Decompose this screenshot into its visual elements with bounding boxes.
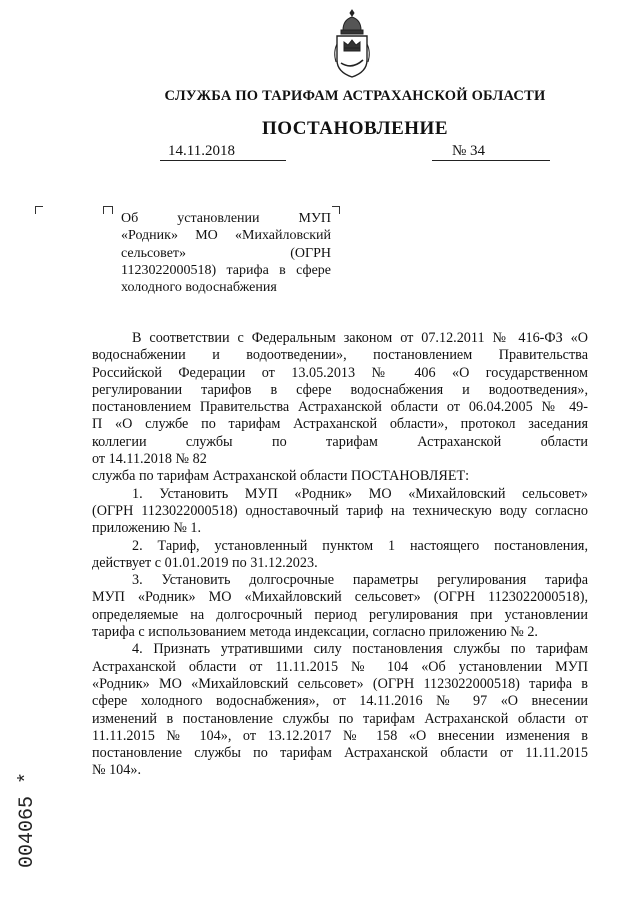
body-line: 2. Тариф, установленный пунктом 1 настоящего постановления,: [132, 537, 588, 554]
subject-line: холодного водоснабжения: [121, 280, 277, 296]
body-line: приложению № 1.: [92, 520, 202, 537]
side-document-id: [10, 740, 40, 870]
body-line: сфере холодного водоснабжения», от 14.11.2016 № 97 «О внесении: [92, 693, 588, 710]
body-line: тарифа с использованием метода индексации, согласно приложению № 2.: [92, 624, 538, 641]
body-line: 3. Установить долгосрочные параметры регулирования тарифа: [132, 572, 588, 589]
body-line: (ОГРН 1123022000518) одноставочный тариф на техническую воду согласно: [92, 502, 588, 519]
body-line: Астраханской области от 11.11.2015 № 104 «Об установлении МУП: [92, 658, 588, 675]
subject-line: сельсовет» (ОГРН: [121, 245, 331, 261]
body-line: «Родник» МО «Михайловский сельсовет» (ОГРН 1123022000518) тарифа в: [92, 675, 588, 692]
document-date: 14.11.2018: [168, 143, 235, 159]
number-underline: [432, 160, 550, 161]
body-line: от 14.11.2018 № 82: [92, 451, 207, 468]
body-line: постановление службы по тарифам Астраханской области от 11.11.2015: [92, 745, 588, 762]
body-line: действует с 01.01.2019 по 31.12.2023.: [92, 554, 318, 571]
body-line: № 104».: [92, 762, 142, 779]
document-number: № 34: [452, 143, 486, 159]
body-line: коллегии службы по тарифам Астраханской области: [92, 433, 588, 450]
corner-mark-left: [35, 206, 43, 214]
document-subject: [121, 210, 331, 296]
side-id-text: 004065 *: [16, 771, 39, 868]
subject-line: «Родник» МО «Михайловский: [121, 228, 331, 244]
subject-line: 1123022000518) тарифа в сфере: [121, 262, 331, 278]
coat-of-arms-emblem: [329, 8, 375, 80]
body-line: 1. Установить МУП «Родник» МО «Михайловский сельсовет»: [132, 485, 588, 502]
body-line: постановлением Правительства Астраханской области от 06.04.2005 № 49-: [92, 399, 588, 416]
agency-name: СЛУЖБА ПО ТАРИФАМ АСТРАХАНСКОЙ ОБЛАСТИ: [164, 88, 546, 104]
body-line: П «О службе по тарифам Астраханской области», протокол заседания: [92, 416, 588, 433]
document-title: ПОСТАНОВЛЕНИЕ: [261, 118, 449, 139]
corner-mark-subject-left-b: [108, 206, 113, 214]
body-line: определяемые на долгосрочный период регулирования при установлении: [92, 606, 588, 623]
body-line: Российской Федерации от 13.05.2013 № 406 «О государственном: [92, 364, 588, 381]
date-underline: [160, 160, 286, 161]
body-line: МУП «Родник» МО «Михайловский сельсовет» (ОГРН 1123022000518),: [92, 589, 588, 606]
body-line: 11.11.2015 № 104», от 13.12.2017 № 158 «О внесении изменения в: [92, 727, 588, 744]
body-line: изменений в постановление службы по тарифам Астраханской области от: [92, 710, 588, 727]
document-body: [92, 330, 588, 780]
body-line: В соответствии с Федеральным законом от 07.12.2011 № 416-ФЗ «О: [132, 330, 588, 346]
body-line: 4. Признать утратившими силу постановления службы по тарифам: [132, 641, 588, 658]
corner-mark-subject-right: [332, 206, 340, 214]
body-line: водоснабжении и водоотведении», постановлением Правительства: [92, 347, 588, 364]
subject-line: Об установлении МУП: [121, 211, 331, 226]
body-line: служба по тарифам Астраханской области ПОСТАНОВЛЯЕТ:: [92, 468, 470, 485]
body-line: регулировании тарифов в сфере водоснабжения и водоотведения»,: [92, 381, 588, 398]
